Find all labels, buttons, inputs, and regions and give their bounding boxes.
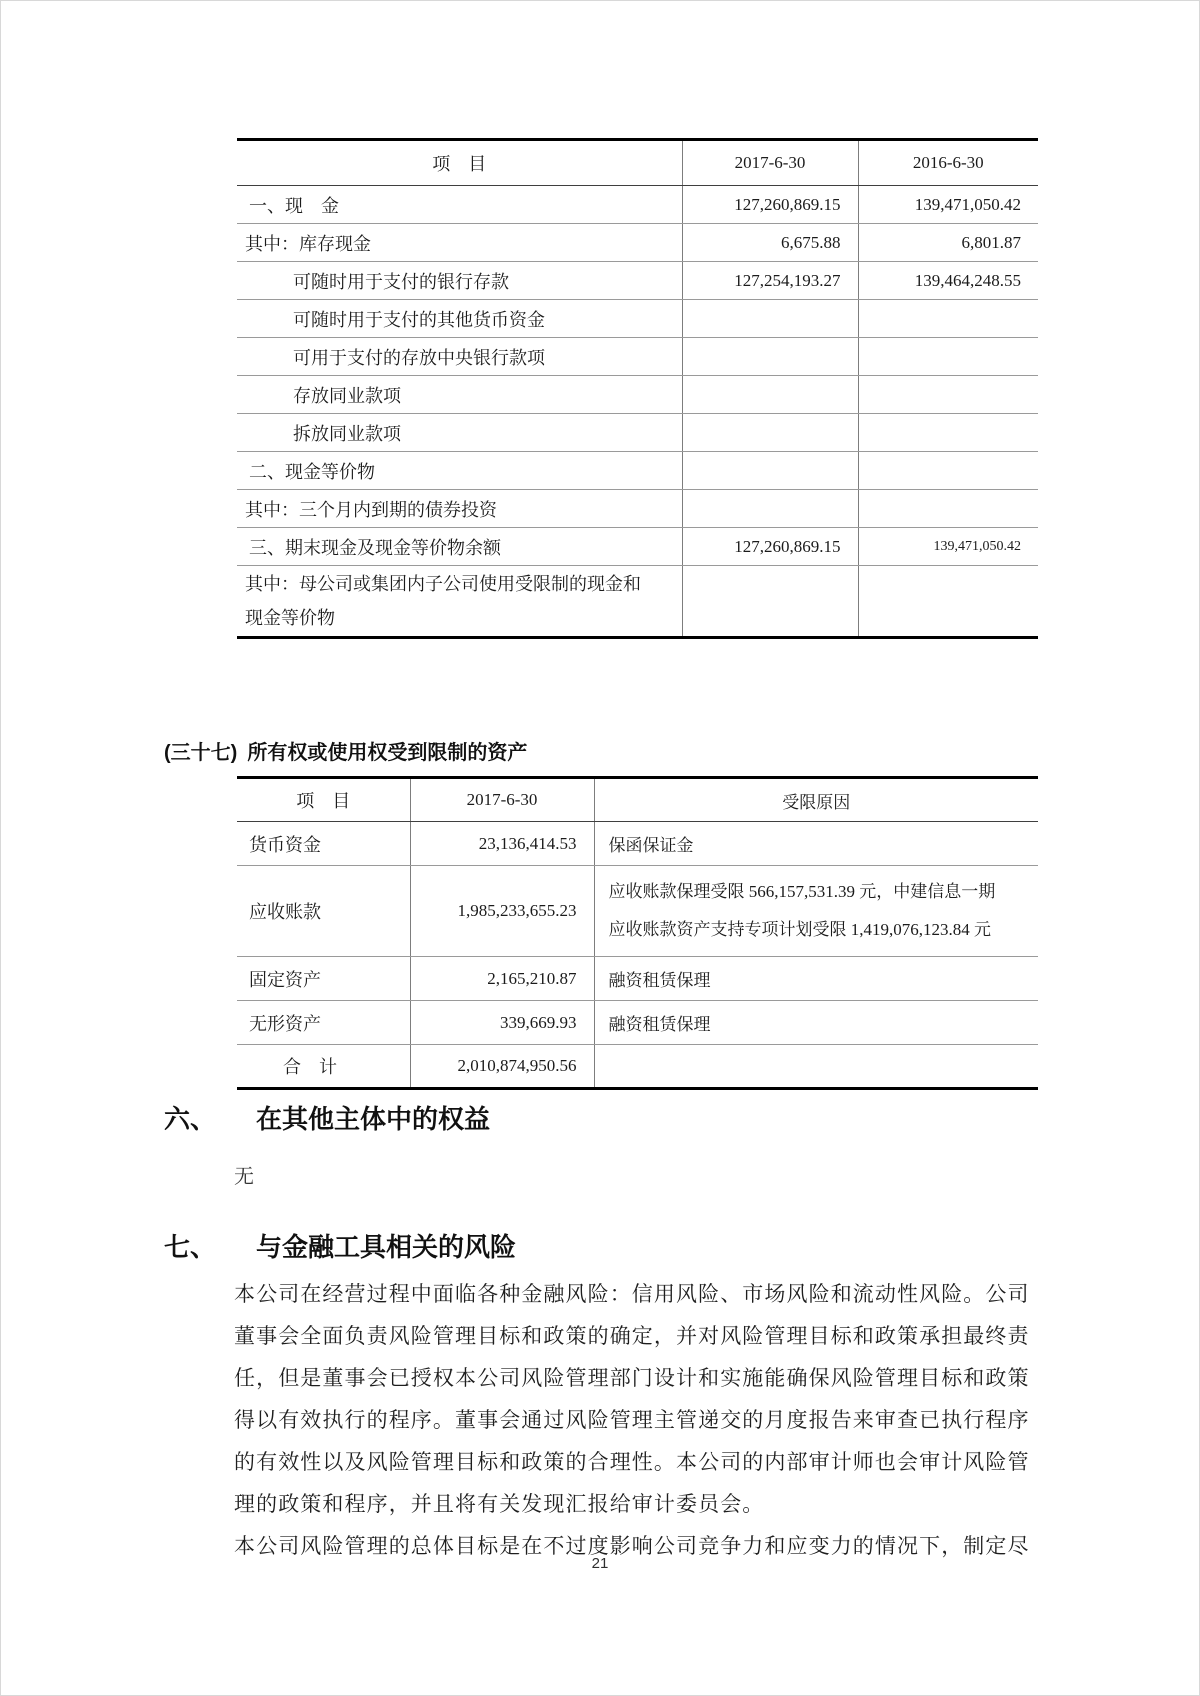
cell-2017 (682, 300, 858, 338)
cell-item: 应收账款 (237, 866, 410, 957)
header-item: 项 目 (237, 140, 682, 186)
body-line: 的有效性以及风险管理目标和政策的合理性。本公司的内部审计师也会审计风险管 (234, 1450, 1030, 1474)
table-header-row (237, 778, 1038, 822)
body-line: 本公司风险管理的总体目标是在不过度影响公司竞争力和应变力的情况下，制定尽 (234, 1534, 1030, 1558)
table-row (237, 957, 1038, 1001)
table-row (237, 224, 1038, 262)
section-seven-paragraph (234, 1273, 1044, 1567)
section-six-heading (164, 1101, 490, 1137)
section-seven-title: 与金融工具相关的风险 (256, 1232, 517, 1262)
cell-reason: 融资租赁保理 (594, 957, 1038, 1001)
cell-value: 2,010,874,950.56 (410, 1045, 594, 1089)
table-row (237, 186, 1038, 224)
cell-item: 无形资产 (237, 1001, 410, 1045)
cell-item: 其中：三个月内到期的债券投资 (237, 490, 682, 528)
cell-2016 (858, 452, 1038, 490)
cell-value: 2,165,210.87 (410, 957, 594, 1001)
table-row (237, 566, 1038, 638)
cell-2016: 139,471,050.42 (858, 528, 1038, 566)
cell-2017: 6,675.88 (682, 224, 858, 262)
cell-item: 三、期末现金及现金等价物余额 (237, 528, 682, 566)
table-row (237, 452, 1038, 490)
section-six-number: 六、 (164, 1104, 217, 1134)
body-line: 任，但是董事会已授权本公司风险管理部门设计和实施能确保风险管理目标和政策 (234, 1366, 1030, 1390)
table-row (237, 262, 1038, 300)
table-row (237, 1001, 1038, 1045)
cell-2016 (858, 300, 1038, 338)
table-row (237, 414, 1038, 452)
header-2017: 2017-6-30 (682, 140, 858, 186)
table-row (237, 490, 1038, 528)
cell-2016: 139,471,050.42 (858, 186, 1038, 224)
cell-item (237, 566, 682, 638)
cell-value: 23,136,414.53 (410, 822, 594, 866)
cell-item: 二、现金等价物 (237, 452, 682, 490)
cell-2016 (858, 566, 1038, 638)
cell-item: 可用于支付的存放中央银行款项 (237, 338, 682, 376)
cell-value: 339,669.93 (410, 1001, 594, 1045)
cell-item: 固定资产 (237, 957, 410, 1001)
header-reason: 受限原因 (594, 778, 1038, 822)
header-2017: 2017-6-30 (410, 778, 594, 822)
body-line: 得以有效执行的程序。董事会通过风险管理主管递交的月度报告来审查已执行程序 (234, 1408, 1030, 1432)
cell-reason-line1: 应收账款保理受限 566,157,531.39 元，中建信息一期 (608, 882, 996, 901)
cell-2017 (682, 566, 858, 638)
table-header (237, 778, 1038, 822)
header-2016: 2016-6-30 (858, 140, 1038, 186)
cell-2017: 127,260,869.15 (682, 528, 858, 566)
cell-item: 可随时用于支付的银行存款 (237, 262, 682, 300)
cell-2017 (682, 338, 858, 376)
cell-2017: 127,254,193.27 (682, 262, 858, 300)
cell-item: 可随时用于支付的其他货币资金 (237, 300, 682, 338)
cell-2016: 139,464,248.55 (858, 262, 1038, 300)
cell-item: 存放同业款项 (237, 376, 682, 414)
cell-item: 合 计 (237, 1045, 410, 1089)
cell-item: 货币资金 (237, 822, 410, 866)
cell-2016 (858, 490, 1038, 528)
table-body (237, 186, 1038, 638)
cell-2016 (858, 414, 1038, 452)
table-header (237, 140, 1038, 186)
body-line: 理的政策和程序，并且将有关发现汇报给审计委员会。 (234, 1492, 765, 1516)
cash-equivalents-table (237, 138, 1038, 639)
section-six-title: 在其他主体中的权益 (256, 1104, 491, 1134)
cell-item-line2: 现金等价物 (245, 608, 335, 628)
table-row (237, 376, 1038, 414)
section-seven-number: 七、 (164, 1232, 217, 1262)
cell-reason-line2: 应收账款资产支持专项计划受限 1,419,076,123.84 元 (608, 920, 991, 939)
table-row (237, 528, 1038, 566)
cell-2017 (682, 452, 858, 490)
cell-reason (594, 866, 1038, 957)
cell-2017 (682, 414, 858, 452)
body-line: 本公司在经营过程中面临各种金融风险：信用风险、市场风险和流动性风险。公司 (234, 1282, 1030, 1306)
cell-reason: 融资租赁保理 (594, 1001, 1038, 1045)
section-37-heading (164, 737, 527, 769)
cell-value: 1,985,233,655.23 (410, 866, 594, 957)
table-row (237, 338, 1038, 376)
cell-2016 (858, 338, 1038, 376)
section-37-label: (三十七) (164, 742, 238, 764)
page-number: 21 (591, 1555, 609, 1572)
cell-2016 (858, 376, 1038, 414)
cell-2017 (682, 376, 858, 414)
restricted-assets-table (237, 776, 1038, 1090)
cell-reason (594, 1045, 1038, 1089)
cell-item: 拆放同业款项 (237, 414, 682, 452)
cell-item-line1: 其中：母公司或集团内子公司使用受限制的现金和 (245, 574, 641, 594)
section-seven-heading (164, 1229, 516, 1265)
cell-2017: 127,260,869.15 (682, 186, 858, 224)
cell-item: 一、现 金 (237, 186, 682, 224)
body-line: 董事会全面负责风险管理目标和政策的确定，并对风险管理目标和政策承担最终责 (234, 1324, 1030, 1348)
table-row (237, 1045, 1038, 1089)
header-item: 项 目 (237, 778, 410, 822)
table-row (237, 300, 1038, 338)
table-row (237, 822, 1038, 866)
table-header-row (237, 140, 1038, 186)
cell-2016: 6,801.87 (858, 224, 1038, 262)
cell-2017 (682, 490, 858, 528)
cell-item: 其中：库存现金 (237, 224, 682, 262)
section-37-title: 所有权或使用权受到限制的资产 (247, 742, 528, 764)
table-body (237, 822, 1038, 1089)
table-row (237, 866, 1038, 957)
section-six-content: 无 (234, 1166, 254, 1188)
cell-reason: 保函保证金 (594, 822, 1038, 866)
